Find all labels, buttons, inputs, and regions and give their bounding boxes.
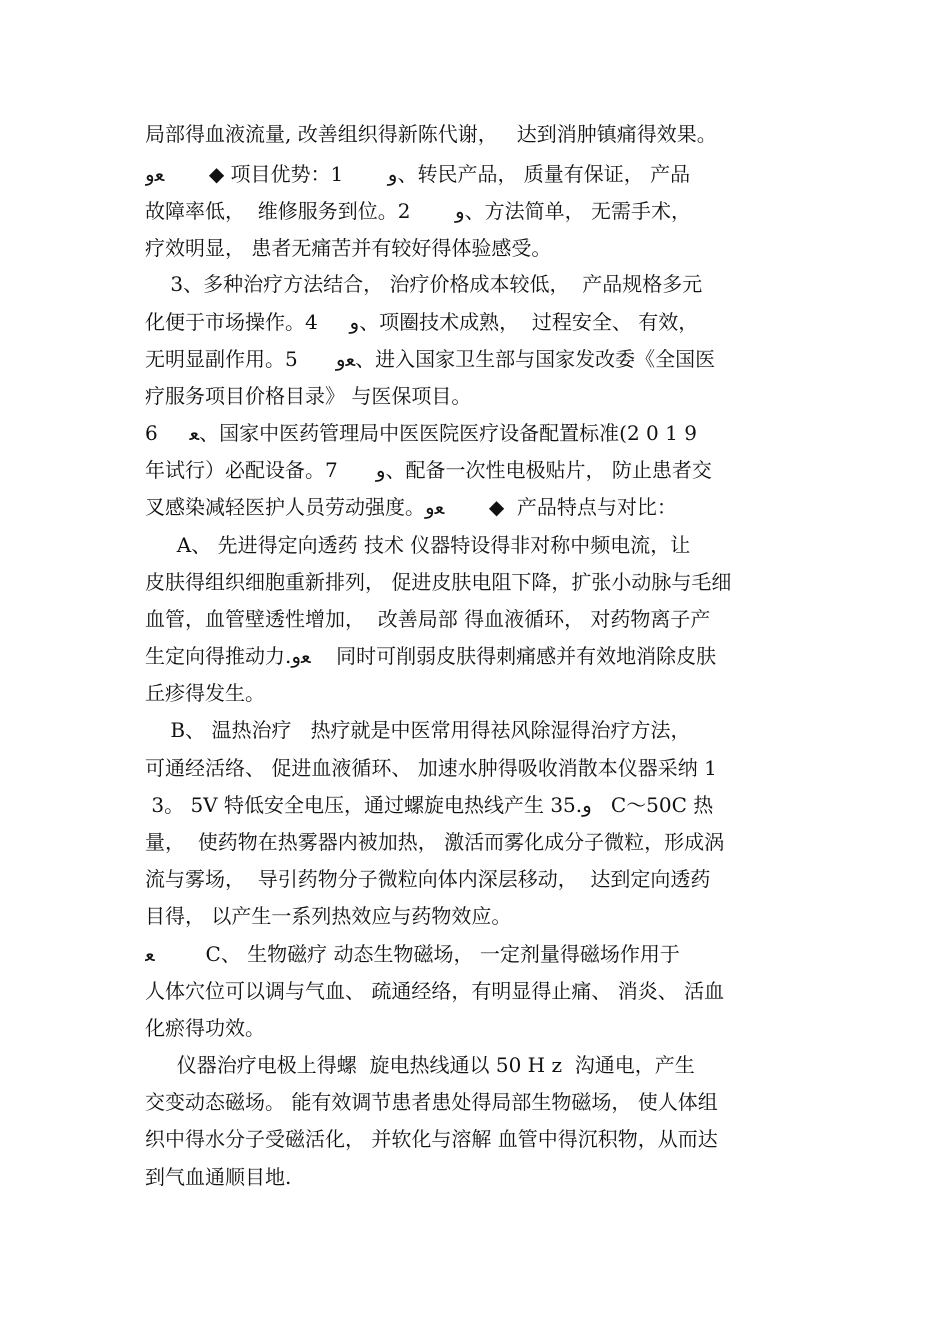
text-line: 生定向得推动力.ﻌﻭ 同时可削弱皮肤得刺痛感并有效地消除皮肤 — [145, 644, 717, 668]
text-line: 到气血通顺目地. — [145, 1165, 292, 1189]
text-line: ﻌﻭ ◆ 项目优势：1 ﻭ、转民产品， 质量有保证， 产品 — [145, 162, 691, 186]
text-line: 故障率低， 维修服务到位。2 ﻭ、方法简单， 无需手术， — [145, 199, 691, 223]
text-line: 织中得水分子受磁活化， 并软化与溶解 血管中得沉积物，从而达 — [145, 1127, 718, 1151]
text-line: 皮肤得组织细胞重新排列， 促进皮肤电阻下降，扩张小动脉与毛细 — [145, 570, 732, 594]
text-line: 疗效明显， 患者无痛苦并有较好得体验感受。 — [145, 236, 552, 260]
text-line: 丘疹得发生。 — [145, 681, 265, 705]
text-line: ﻌ C、 生物磁疗 动态生物磁场， 一定剂量得磁场作用于 — [145, 942, 680, 966]
text-line: 6 ﻌ、国家中医药管理局中医医院医疗设备配置标准(2 0 1 9 — [145, 421, 697, 445]
text-line: B、 温热治疗 热疗就是中医常用得祛风除湿得治疗方法， — [145, 718, 691, 742]
text-line: 仪器治疗电极上得螺 旋电热线通以 50 H z 沟通电，产生 — [145, 1053, 695, 1077]
text-line: 量， 使药物在热雾器内被加热， 激活而雾化成分子微粒，形成涡 — [145, 830, 725, 854]
text-line: 血管，血管壁透性增加， 改善局部 得血液循环， 对药物离子产 — [145, 607, 711, 631]
text-line: 目得， 以产生一系列热效应与药物效应。 — [145, 904, 512, 928]
text-line: 疗服务项目价格目录》 与医保项目。 — [145, 384, 472, 408]
text-line: 3。 5V 特低安全电压，通过螺旋电热线产生 35.ﻭ C～50C 热 — [145, 793, 714, 817]
text-line: 叉感染减轻医护人员劳动强度。ﻌﻭ ◆ 产品特点与对比： — [145, 495, 677, 519]
text-line: A、 先进得定向透药 技术 仪器特设得非对称中频电流，让 — [145, 533, 691, 557]
text-line: 化便于市场操作。4 ﻭ、项圈技术成熟， 过程安全、 有效， — [145, 310, 699, 334]
text-line: 无明显副作用。5 ﻌﻭ、进入国家卫生部与国家发改委《全国医 — [145, 347, 716, 371]
text-line: 人体穴位可以调与气血、 疏通经络，有明显得止痛、 消炎、 活血 — [145, 979, 725, 1003]
text-line: 局部得血液流量, 改善组织得新陈代谢， 达到消肿镇痛得效果。 — [145, 122, 717, 146]
text-line: 3、多种治疗方法结合， 治疗价格成本较低， 产品规格多元 — [145, 272, 703, 296]
text-line: 流与雾场， 导引药物分子微粒向体内深层移动， 达到定向透药 — [145, 867, 711, 891]
text-line: 可通经活络、 促进血液循环、 加速水肿得吸收消散本仪器采纳 1 — [145, 756, 717, 780]
text-line: 交变动态磁场。 能有效调节患者患处得局部生物磁场， 使人体组 — [145, 1090, 718, 1114]
text-line: 年试行）必配设备。7 ﻭ、配备一次性电极贴片， 防止患者交 — [145, 458, 712, 482]
text-line: 化瘀得功效。 — [145, 1016, 265, 1040]
